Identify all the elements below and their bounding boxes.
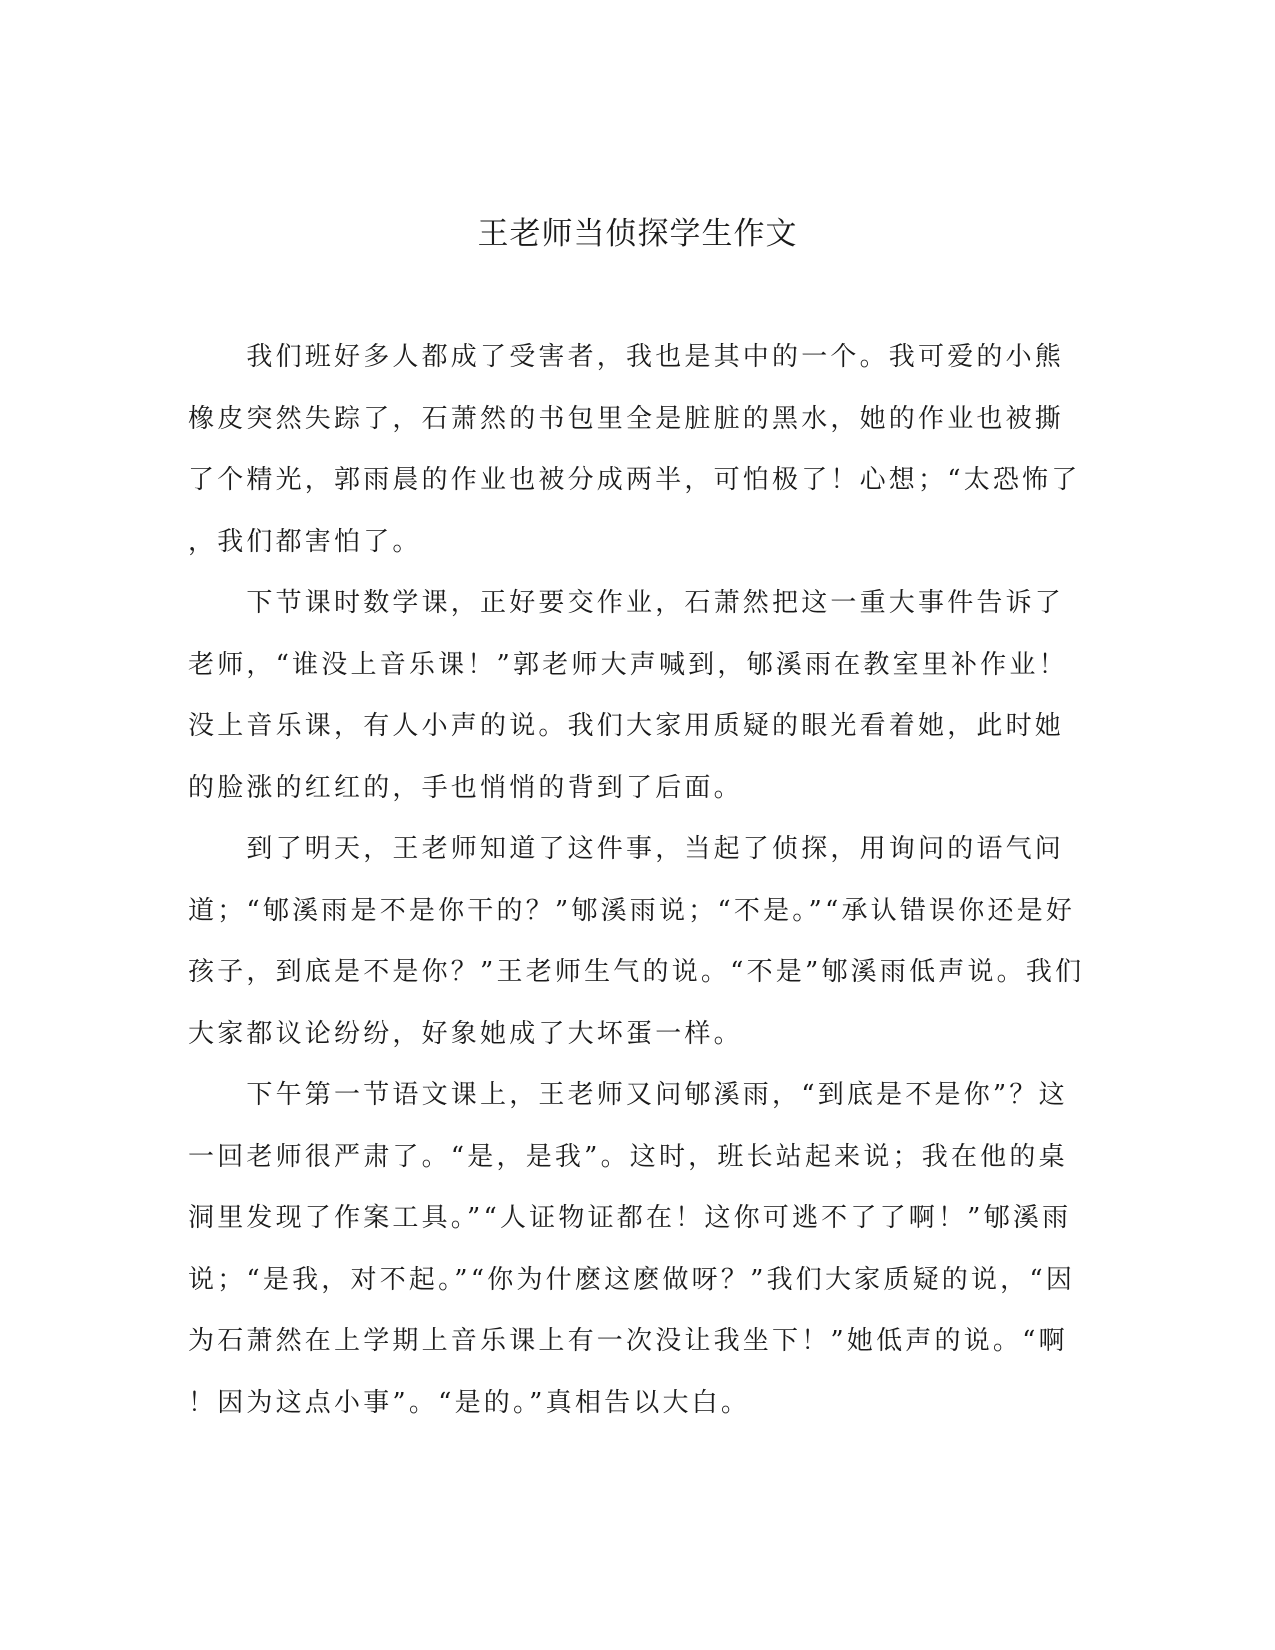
text-line: 的脸涨的红红的，手也悄悄的背到了后面。 [188, 772, 743, 803]
text-line: 道；“郇溪雨是不是你干的？”郇溪雨说；“不是。”“承认错误你还是好 [188, 895, 1076, 926]
essay-body [188, 327, 1085, 1434]
text-line: 了个精光，郭雨晨的作业也被分成两半，可怕极了！心想；“太恐怖了 [188, 465, 1081, 495]
text-line: 一回老师很严肃了。“是，是我”。这时，班长站起来说；我在他的桌 [188, 1141, 1068, 1172]
text-line: ，我们都害怕了。 [188, 526, 422, 557]
text-line: 没上音乐课，有人小声的说。我们大家用质疑的眼光看着她，此时她 [188, 711, 1065, 741]
text-line: 说；“是我，对不起。”“你为什麽这麽做呀？”我们大家质疑的说，“因 [188, 1264, 1076, 1295]
text-line: 下节课时数学课，正好要交作业，石萧然把这一重大事件告诉了 [188, 588, 1065, 618]
page-title: 王老师当侦探学生作文 [477, 216, 798, 252]
text-line: 大家都议论纷纷，好象她成了大坏蛋一样。 [188, 1018, 743, 1049]
text-line: 下午第一节语文课上，王老师又问郇溪雨，“到底是不是你”？这 [188, 1080, 1068, 1110]
text-line: 为石萧然在上学期上音乐课上有一次没让我坐下！”她低声的说。“啊 [188, 1326, 1068, 1356]
text-line: 老师，“谁没上音乐课！”郭老师大声喊到，郇溪雨在教室里补作业！ [188, 649, 1068, 680]
text-line: ！因为这点小事”。“是的。”真相告以大白。 [188, 1387, 751, 1418]
text-line: 洞里发现了作案工具。”“人证物证都在！这你可逃不了了啊！”郇溪雨 [188, 1203, 1072, 1233]
text-line: 孩子，到底是不是你？”王老师生气的说。“不是”郇溪雨低声说。我们 [188, 957, 1085, 987]
text-line: 橡皮突然失踪了，石萧然的书包里全是脏脏的黑水，她的作业也被撕 [188, 403, 1065, 434]
text-line: 我们班好多人都成了受害者，我也是其中的一个。我可爱的小熊 [188, 342, 1065, 372]
text-line: 到了明天，王老师知道了这件事，当起了侦探，用询问的语气问 [188, 834, 1065, 864]
